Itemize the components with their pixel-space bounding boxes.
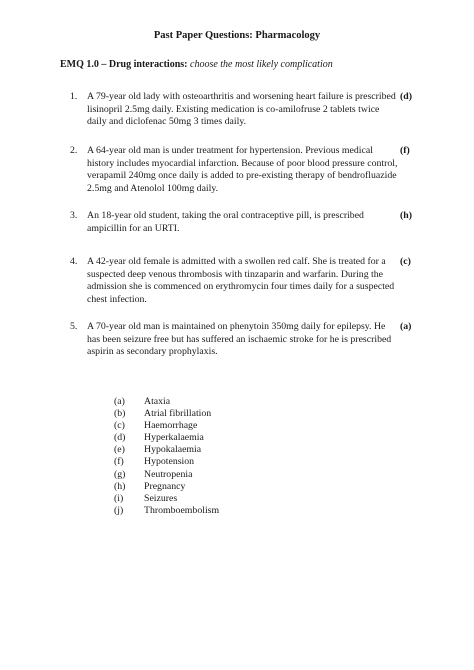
page-title: Past Paper Questions: Pharmacology (153, 30, 321, 41)
question-5 (70, 321, 400, 359)
option-text: Hypotension (144, 456, 195, 468)
question-text: A 64-year old man is under treatment for hypertension. Previous medical history includes myocardial infarction. Because of poor blood pressure control, verapamil 240mg once daily is added to pre-existing therapy of bendrofluazide 2.5mg and Atenolol 100mg daily. (87, 145, 398, 195)
question-number: 2. (70, 145, 78, 156)
question-3 (70, 210, 400, 235)
question-text: A 70-year old man is maintained on phenytoin 350mg daily for epilepsy. He has been seizure free but has suffered an ischaemic stroke for he is prescribed aspirin as secondary prophylaxis. (87, 321, 392, 358)
question-text: A 42-year old female is admitted with a swollen red calf. She is treated for a suspected deep venous thrombosis with tinzaparin and warfarin. During the admission she is commenced on erythromycin four times daily for a suspected chest infection. (87, 256, 395, 306)
answer-2: (f) (400, 145, 410, 156)
question-text: A 79-year old lady with osteoarthritis and worsening heart failure is prescribed lisinopril 2.5mg daily. Existing medication is co-amilofruse 2 tablets twice daily and diclofenac 50mg 3 times daily. (87, 91, 396, 128)
option-letter: (a) (114, 396, 125, 407)
option-item (114, 420, 219, 432)
option-item (114, 456, 219, 468)
option-item (114, 396, 219, 408)
option-letter: (c) (114, 420, 125, 432)
question-number: 3. (70, 210, 78, 221)
question-1 (70, 91, 400, 129)
option-text: Neutropenia (144, 468, 193, 480)
question-number: 5. (70, 321, 78, 332)
option-item (114, 408, 219, 420)
section-instruction: choose the most likely complication (190, 59, 333, 70)
option-item (114, 493, 219, 505)
option-item (114, 481, 219, 493)
option-item (114, 432, 219, 444)
section-heading (60, 59, 333, 70)
option-item (114, 469, 219, 481)
answer-5: (a) (400, 321, 412, 332)
option-letter: (j) (114, 504, 124, 516)
option-item (114, 505, 219, 517)
answer-3: (h) (400, 210, 412, 221)
answer-1: (d) (400, 91, 412, 102)
question-text: An 18-year old student, taking the oral contraceptive pill, is prescribed ampicillin for an URTI. (87, 210, 364, 234)
option-list (114, 396, 219, 517)
option-text: Atrial fibrillation (144, 408, 212, 420)
option-letter: (h) (114, 480, 126, 492)
question-number: 1. (70, 91, 78, 102)
option-text: Ataxia (144, 396, 171, 407)
option-letter: (f) (114, 456, 124, 468)
section-label: EMQ 1.0 – Drug interactions: (60, 59, 188, 70)
option-letter: (b) (114, 408, 126, 420)
option-letter: (d) (114, 432, 126, 444)
answer-4: (c) (400, 256, 411, 267)
option-text: Hyperkalaemia (144, 432, 204, 444)
option-text: Pregnancy (144, 480, 186, 492)
option-letter: (e) (114, 444, 125, 456)
option-letter: (i) (114, 492, 124, 504)
option-letter: (g) (114, 468, 126, 480)
option-text: Haemorrhage (144, 420, 198, 432)
option-text: Seizures (144, 492, 178, 504)
question-4 (70, 256, 400, 307)
option-text: Thromboembolism (144, 504, 220, 516)
question-2 (70, 145, 400, 196)
option-text: Hypokalaemia (144, 444, 202, 456)
question-number: 4. (70, 256, 78, 267)
option-item (114, 444, 219, 456)
